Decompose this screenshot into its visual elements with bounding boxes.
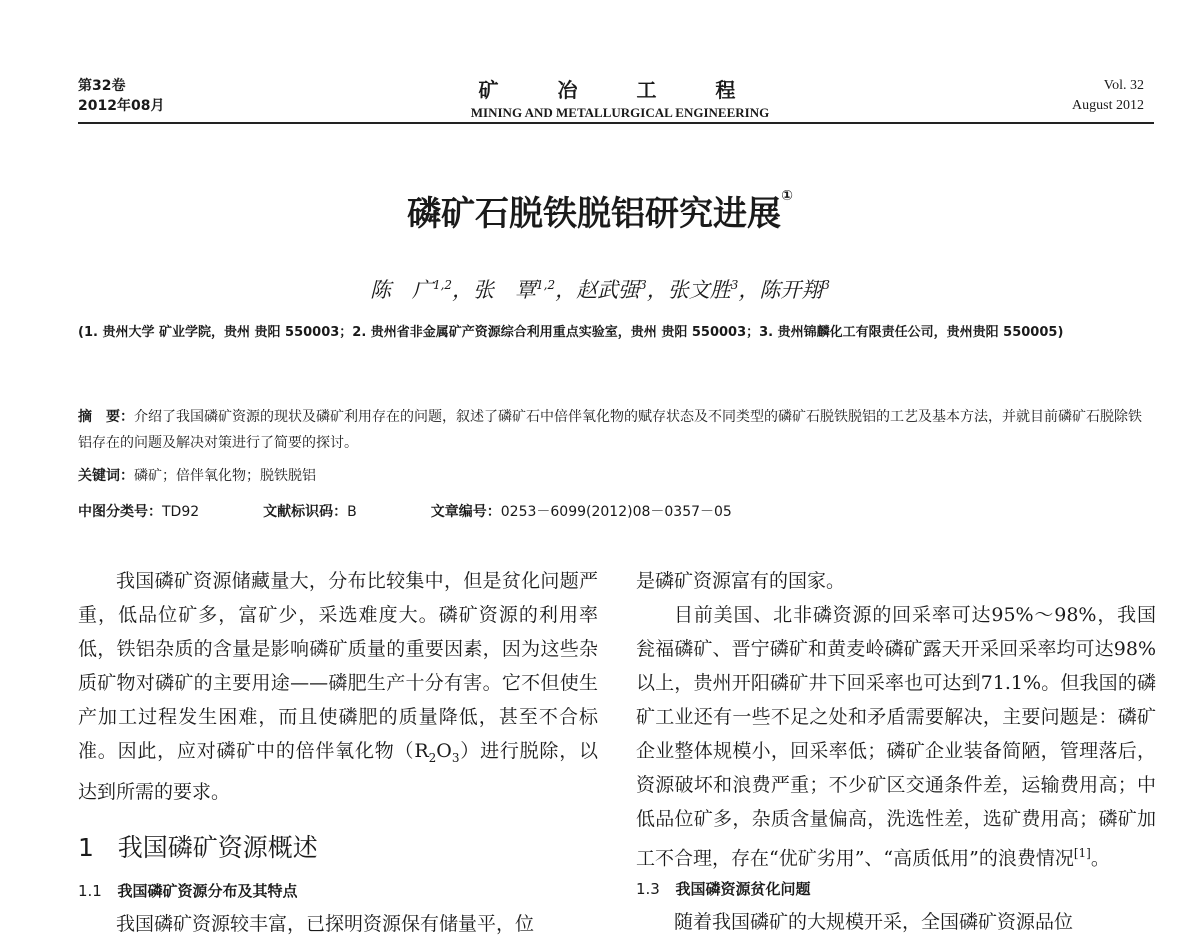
classification-line [78, 502, 732, 522]
affiliations: (1. 贵州大学 矿业学院，贵州 贵阳 550003；2. 贵州省非金属矿产资源综合利用重点实验室，贵州 贵阳 550003；3. 贵州锦麟化工有限责任公司，贵州贵阳 550005) [78, 325, 1064, 340]
author-list [0, 274, 1200, 304]
header-volume-date [78, 76, 164, 116]
subsection-heading [78, 879, 598, 903]
clc-label: 中图分类号： [78, 504, 162, 520]
author: 赵武强 [576, 278, 640, 302]
subsection-title: 我国磷资源贫化问题 [675, 880, 811, 899]
article-no-value: 0253－6099(2012)08－0357－05 [500, 504, 732, 520]
abstract-label: 摘 要： [78, 409, 134, 425]
subsection-number: 1.1 [78, 881, 102, 900]
body-column-right [636, 564, 1156, 939]
abstract [78, 404, 1154, 456]
title-footnote-mark: ① [781, 188, 793, 204]
date-en: August 2012 [1072, 98, 1144, 113]
formula-subscript: 2 [428, 750, 437, 765]
paragraph-text: 我国磷矿资源储藏量大，分布比较集中，但是贫化问题严重，低品位矿多，富矿少，采选难度大。磷矿资源的利用率低，铁铝杂质的含量是影响磷矿质量的重要因素，因为这些杂质矿物对磷矿的主要用途——磷肥生产十分有害。它不但使生产加工过程发生困难，而且使磷肥的质量降低，甚至不合标准。因此，应对磷矿中的倍伴氧化物（ [78, 570, 598, 762]
keywords-text: 磷矿；倍伴氧化物；脱铁脱铝 [134, 468, 316, 484]
abstract-text: 介绍了我国磷矿资源的现状及磷矿利用存在的问题，叙述了磷矿石中倍伴氧化物的赋存状态及不同类型的磷矿石脱铁脱铝的工艺及基本方法，并就目前磷矿石脱除铁铝存在的问题及解决对策进行了简要的探讨。 [78, 409, 1142, 451]
paragraph: 是磷矿资源富有的国家。 [636, 570, 846, 592]
paragraph-text: ）进行脱除，以达到所需的要求。 [78, 740, 598, 803]
paragraph-text: 目前美国、北非磷资源的回采率可达95%～98%，我国瓮福磷矿、晋宁磷矿和黄麦岭磷矿露天开采回采率均可达98%以上，贵州开阳磷矿井下回采率也可达到71.1%。但我国的磷矿工业还有一些不足之处和矛盾需要解决，主要问题是：磷矿企业整体规模小，回采率低；磷矿企业装备简陋，管理落后，资源破坏和浪费严重；不少矿区交通条件差，运输费用高；中低品位矿多，杂质含量偏高，洗选性差，选矿费用高；磷矿加工不合理，存在“优矿劣用”、“高质低用”的浪费情况 [636, 604, 1156, 870]
body-column-left [78, 564, 598, 941]
author-separator: ， [646, 278, 668, 302]
section-title: 我国磷矿资源概述 [117, 832, 318, 862]
author: 张文胜 [667, 278, 731, 302]
author-affiliation-mark: 3 [639, 278, 647, 292]
keywords-label: 关键词： [78, 468, 134, 484]
author: 陈开翔 [759, 278, 823, 302]
header-divider [78, 122, 1154, 124]
author: 陈 广 [369, 278, 433, 302]
section-number: 1 [78, 832, 94, 862]
subsection-heading [636, 877, 1156, 901]
header-volume-date-en [1072, 76, 1144, 116]
author-separator: ， [452, 278, 474, 302]
date-cn: 2012年08月 [78, 98, 165, 114]
author-affiliation-mark: 1,2 [536, 278, 556, 292]
doc-code-label: 文献标识码： [263, 504, 348, 520]
formula-r: R [414, 740, 429, 762]
keywords [78, 466, 316, 486]
author: 张 覃 [473, 278, 537, 302]
doc-code-value: B [347, 504, 357, 520]
paragraph [636, 598, 1156, 875]
subsection-title: 我国磷矿资源分布及其特点 [117, 881, 298, 900]
volume-cn: 第32卷 [78, 78, 126, 94]
author-affiliation-mark: 1,2 [432, 278, 453, 292]
formula-o: O [436, 740, 452, 762]
paragraph-text: 。 [1090, 847, 1110, 870]
subsection-number: 1.3 [636, 880, 660, 899]
article-no-label: 文章编号： [430, 504, 501, 520]
journal-name-en: MINING AND METALLURGICAL ENGINEERING [470, 105, 770, 120]
article-title [0, 186, 1200, 235]
formula-r2o3 [414, 740, 460, 765]
formula-subscript: 3 [451, 750, 460, 765]
author-affiliation-mark: 3 [730, 278, 739, 292]
journal-title [380, 74, 860, 121]
citation-ref: [1] [1073, 846, 1091, 860]
paragraph-cut: 随着我国磷矿的大规模开采，全国磷矿资源品位 [674, 911, 1074, 934]
journal-name-cn: 矿 冶 工 程 [478, 78, 762, 102]
section-heading [78, 831, 598, 865]
volume-en: Vol. 32 [1103, 78, 1144, 93]
author-separator: ， [555, 278, 577, 302]
title-text: 磷矿石脱铁脱铝研究进展 [407, 194, 782, 234]
author-affiliation-mark: 3 [822, 278, 831, 292]
clc-value: TD92 [162, 504, 200, 520]
author-separator: ， [738, 278, 760, 302]
paragraph-cut: 我国磷矿资源较丰富，已探明资源保有储量平，位 [116, 912, 535, 935]
paragraph [78, 564, 598, 809]
